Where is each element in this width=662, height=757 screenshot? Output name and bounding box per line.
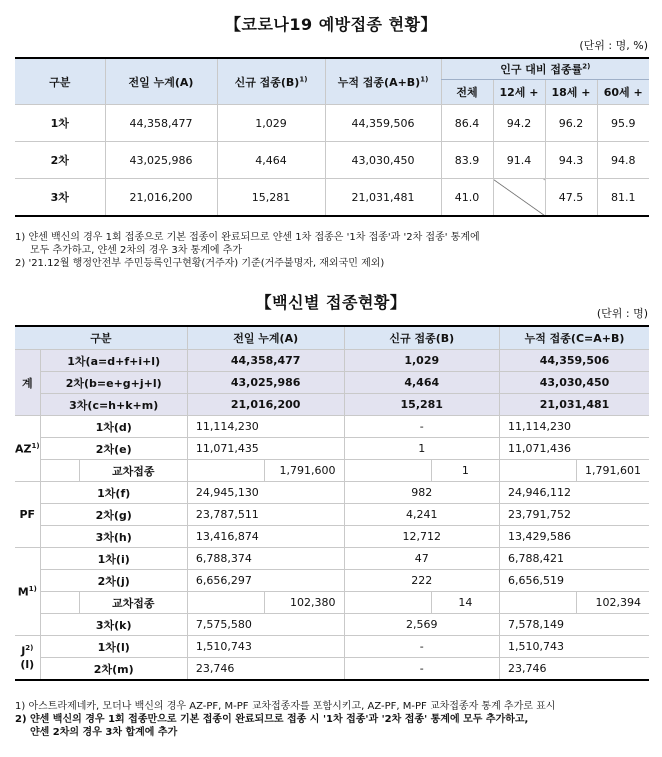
cell-rate: 83.9 — [441, 142, 493, 179]
table-row — [15, 482, 649, 504]
group-label-m: $M^{1)}$ — [15, 548, 40, 636]
section1-title: 【코로나19 예방접종 현황】 — [224, 15, 437, 34]
row-label-cross: 교차접종 — [79, 592, 187, 614]
cell-new: 4,464 — [344, 372, 500, 394]
table-row-cross — [15, 592, 649, 614]
vaccine-type-table — [15, 325, 649, 681]
cell-prev: 43,025,986 — [187, 372, 344, 394]
cell-prev: 13,416,874 — [187, 526, 344, 548]
table-row — [15, 526, 649, 548]
table-row — [15, 570, 649, 592]
cell-prev: 23,787,511 — [187, 504, 344, 526]
cell-prev: 11,071,435 — [187, 438, 344, 460]
row-label: 3차(c=h+k+m) — [40, 394, 187, 416]
cell-new: 14 — [431, 592, 499, 614]
table-row — [15, 658, 649, 681]
row-label: 1차(l) — [40, 636, 187, 658]
cell-rate: 94.2 — [493, 105, 545, 142]
cell-cum: 13,429,586 — [500, 526, 650, 548]
table-row — [15, 372, 649, 394]
cell-prev: 23,746 — [187, 658, 344, 681]
header-rate-12: 12세 + — [493, 80, 545, 105]
row-label: 1차(d) — [40, 416, 187, 438]
group-label-az: AZ$^{1)}$ — [15, 416, 40, 482]
table-row — [15, 504, 649, 526]
cell-prev: 6,656,297 — [187, 570, 344, 592]
cell-new: 12,712 — [344, 526, 500, 548]
cell-new: 2,569 — [344, 614, 500, 636]
section2-unit: (단위 : 명) — [596, 307, 648, 320]
note: 2) 얀센 백신의 경우 1회 접종만으로 기본 접종이 완료되므로 접종 시 '1차 접종'과 '2차 접종' 통계에 모두 추가하고, — [15, 714, 529, 725]
cell-new: 4,241 — [344, 504, 500, 526]
table-row-cross — [15, 460, 649, 482]
cell-cum: 21,031,481 — [500, 394, 650, 416]
cell-new: 15,281 — [344, 394, 500, 416]
cell-rate: 91.4 — [493, 142, 545, 179]
row-label: 2차(g) — [40, 504, 187, 526]
note: 모두 추가하고, 얀센 2차의 경우 3차 통계에 추가 — [30, 245, 243, 256]
cell-prev: 21,016,200 — [105, 179, 217, 217]
header-category: 구분 — [15, 326, 187, 350]
header-category: 구분 — [15, 58, 105, 105]
section1-unit: (단위 : 명, %) — [579, 39, 648, 52]
cell-cum: 11,071,436 — [500, 438, 650, 460]
note: 2) '21.12월 행정안전부 주민등록인구현황(거주자) 기준(거주불명자, 재외국민 제외) — [15, 258, 385, 269]
vaccination-status-table — [15, 57, 649, 217]
row-label: 3차(h) — [40, 526, 187, 548]
cell-prev: 102,380 — [264, 592, 344, 614]
cell-cum: 1,791,601 — [576, 460, 649, 482]
header-prev-total: 전일 누계(A) — [187, 326, 344, 350]
row-label: 3차(k) — [40, 614, 187, 636]
cell-new: - — [344, 636, 500, 658]
cell-rate: 96.2 — [545, 105, 597, 142]
cell-new: 1,029 — [344, 350, 500, 372]
header-rate-60: 60세 + — [597, 80, 649, 105]
cell-prev: 44,358,477 — [187, 350, 344, 372]
cell-prev: 6,788,374 — [187, 548, 344, 570]
table-row — [15, 394, 649, 416]
header-rate-all: 전체 — [441, 80, 493, 105]
row-label: 1차(a=d+f+i+l) — [40, 350, 187, 372]
cell-prev: 21,016,200 — [187, 394, 344, 416]
cell-cum: 6,788,421 — [500, 548, 650, 570]
row-label: 1차(i) — [40, 548, 187, 570]
cell-new: 47 — [344, 548, 500, 570]
cell-cum: 44,359,506 — [325, 105, 441, 142]
cell-rate: 86.4 — [441, 105, 493, 142]
cell-cum: 44,359,506 — [500, 350, 650, 372]
header-rate-18: 18세 + — [545, 80, 597, 105]
cell-cum: 7,578,149 — [500, 614, 650, 636]
group-label-sum: 계 — [15, 350, 40, 416]
table-row — [15, 350, 649, 372]
header-new: 신규 접종(B) — [344, 326, 500, 350]
table-row — [15, 636, 649, 658]
section1-notes — [15, 231, 655, 270]
table-row — [15, 438, 649, 460]
cell-cum: 6,656,519 — [500, 570, 650, 592]
cell-new: - — [344, 416, 500, 438]
table-row — [15, 548, 649, 570]
header-pop-rate: 인구 대비 접종률$^{2)}$ — [441, 58, 649, 80]
header-prev-total: 전일 누계(A) — [105, 58, 217, 105]
note: 얀센 2차의 경우 3차 합계에 추가 — [30, 727, 178, 738]
table-row — [15, 614, 649, 636]
row-label: 3차 — [15, 179, 105, 217]
row-label: 1차 — [15, 105, 105, 142]
cell-prev: 1,510,743 — [187, 636, 344, 658]
cell-new: - — [344, 658, 500, 681]
header-cumulative: 누적 접종(C=A+B) — [500, 326, 650, 350]
cell-new: 222 — [344, 570, 500, 592]
row-label: 2차(m) — [40, 658, 187, 681]
section2-title: 【백신별 접종현황】 — [255, 293, 407, 312]
cell-new: 1 — [344, 438, 500, 460]
cell-rate: 47.5 — [545, 179, 597, 217]
cell-rate: 94.3 — [545, 142, 597, 179]
cell-rate: 41.0 — [441, 179, 493, 217]
cell-cum: 23,746 — [500, 658, 650, 681]
cell-new: 4,464 — [217, 142, 325, 179]
cell-rate: 94.8 — [597, 142, 649, 179]
cell-prev: 43,025,986 — [105, 142, 217, 179]
cell-rate: 95.9 — [597, 105, 649, 142]
section2-notes — [15, 700, 655, 739]
cell-new: 15,281 — [217, 179, 325, 217]
cell-cum: 11,114,230 — [500, 416, 650, 438]
group-label-j: $J^{2)}(l)$ — [15, 636, 40, 681]
cell-cum: 24,946,112 — [500, 482, 650, 504]
cell-prev: 11,114,230 — [187, 416, 344, 438]
cell-new: 1 — [431, 460, 499, 482]
note: 1) 얀센 백신의 경우 1회 접종으로 기본 접종이 완료되므로 얀센 1차 접종은 '1차 접종'과 '2차 접종' 통계에 — [15, 232, 480, 243]
row-label: 2차 — [15, 142, 105, 179]
row-label: 2차(j) — [40, 570, 187, 592]
cell-rate: 81.1 — [597, 179, 649, 217]
row-label: 2차(e) — [40, 438, 187, 460]
table-row — [15, 179, 649, 217]
row-label: 1차(f) — [40, 482, 187, 504]
cell-cum: 21,031,481 — [325, 179, 441, 217]
table-row — [15, 416, 649, 438]
cell-cum: 102,394 — [576, 592, 649, 614]
row-label: 2차(b=e+g+j+l) — [40, 372, 187, 394]
cell-new: 982 — [344, 482, 500, 504]
diagonal-empty-cell — [493, 179, 545, 217]
cell-prev: 7,575,580 — [187, 614, 344, 636]
note: 1) 아스트라제네카, 모더나 백신의 경우 AZ-PF, M-PF 교차접종자를 포함시키고, AZ-PF, M-PF 교차접종자 통계 추가로 표시 — [15, 701, 556, 712]
cell-cum: 43,030,450 — [325, 142, 441, 179]
cell-prev: 44,358,477 — [105, 105, 217, 142]
cell-prev: 24,945,130 — [187, 482, 344, 504]
table-row — [15, 142, 649, 179]
group-label-pf: PF — [15, 482, 40, 548]
cell-cum: 23,791,752 — [500, 504, 650, 526]
header-new: 신규 접종$(B)^{1)}$ — [217, 58, 325, 105]
cell-new: 1,029 — [217, 105, 325, 142]
row-label-cross: 교차접종 — [79, 460, 187, 482]
table-row — [15, 105, 649, 142]
cell-cum: 1,510,743 — [500, 636, 650, 658]
header-cumulative: 누적 접종$(A+B)^{1)}$ — [325, 58, 441, 105]
cell-cum: 43,030,450 — [500, 372, 650, 394]
cell-prev: 1,791,600 — [264, 460, 344, 482]
